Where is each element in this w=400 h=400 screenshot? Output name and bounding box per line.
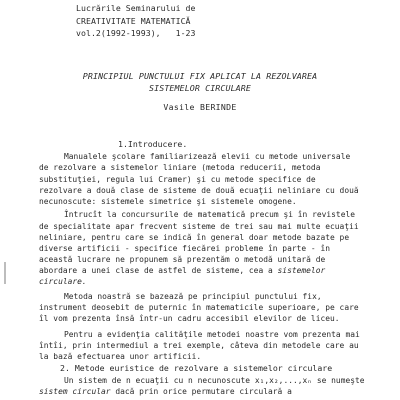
section-2-heading: 2. Metode euristice de rezolvare a sistemelor circulare	[60, 363, 333, 373]
paper-title-line-1: PRINCIPIUL PUNCTULUI FIX APLICAT LA REZOLVAREA	[82, 71, 318, 81]
body-line: de rezolvare a sistemelor liniare (metoda reducerii, metoda	[39, 163, 321, 172]
italic-term: sistemelor	[277, 266, 326, 275]
journal-header-line-3: vol.2(1992-1993), 1-23	[76, 28, 196, 38]
journal-header	[76, 2, 196, 40]
body-line: Manualele şcolare familiarizează elevii cu metode universale	[64, 152, 351, 161]
author-name: Vasile BERINDE	[163, 102, 237, 112]
body-line: substituţiei, regula lui Cramer) şi cu metode specifice de	[39, 175, 316, 184]
journal-header-line-1: Lucrările Seminarului de	[76, 3, 196, 13]
body-line: Pentru a evidenţia calităţile metodei noastre vom prezenta mai	[64, 330, 360, 339]
body-line: neliniare, pentru care se indică în general doar metode bazate pe	[39, 233, 350, 242]
body-line: rezolvare a două clase de sisteme de două ecuaţii neliniare cu două	[39, 186, 359, 195]
body-line: de specialitate apar frecvent sisteme de trei sau mai multe ecuaţii	[39, 222, 359, 231]
body-line: Un sistem de n ecuaţii cu n necunoscute x₁,x₂,...,xₙ se numeşte	[64, 376, 365, 385]
body-line-text: dacă prin orice permutare circulară a	[110, 387, 292, 396]
journal-header-line-2: CREATIVITATE MATEMATICĂ	[76, 15, 191, 26]
scan-margin-mark	[4, 262, 6, 284]
body-line: această lucrare ne propunem să prezentăm o metodă unitară de	[39, 255, 326, 264]
body-line: la bază efectuarea unor artificii.	[39, 352, 202, 361]
body-line: îl vom prezenta însă într-un cadru accesibil elevilor de liceu.	[39, 314, 340, 323]
body-line	[39, 265, 325, 276]
body-line: Metoda noastră se bazează pe principiul punctului fix,	[64, 292, 322, 301]
italic-term: sistem circular	[39, 387, 111, 396]
body-line	[39, 386, 292, 397]
paper-title-line-2: SISTEMELOR CIRCULARE	[149, 83, 251, 93]
body-line: Întrucît la concursurile de matematică precum şi în revistele	[64, 210, 356, 219]
body-line: circulare.	[39, 277, 87, 286]
body-line: diverse artificii - specifice fiecărei probleme în parte - în	[39, 244, 331, 253]
section-1-heading: 1.Introducere.	[118, 139, 188, 149]
body-line-text: abordare a unei clase de astfel de sisteme, cea a	[39, 266, 278, 275]
body-line: întîi, prin intermediul a trei exemple, câteva din metodele care au	[39, 341, 359, 350]
body-line: instrument deosebit de puternic în matematicile superioare, pe care	[39, 303, 359, 312]
body-line: necunoscute: sistemele simetrice şi sistemele omogene.	[39, 197, 297, 206]
